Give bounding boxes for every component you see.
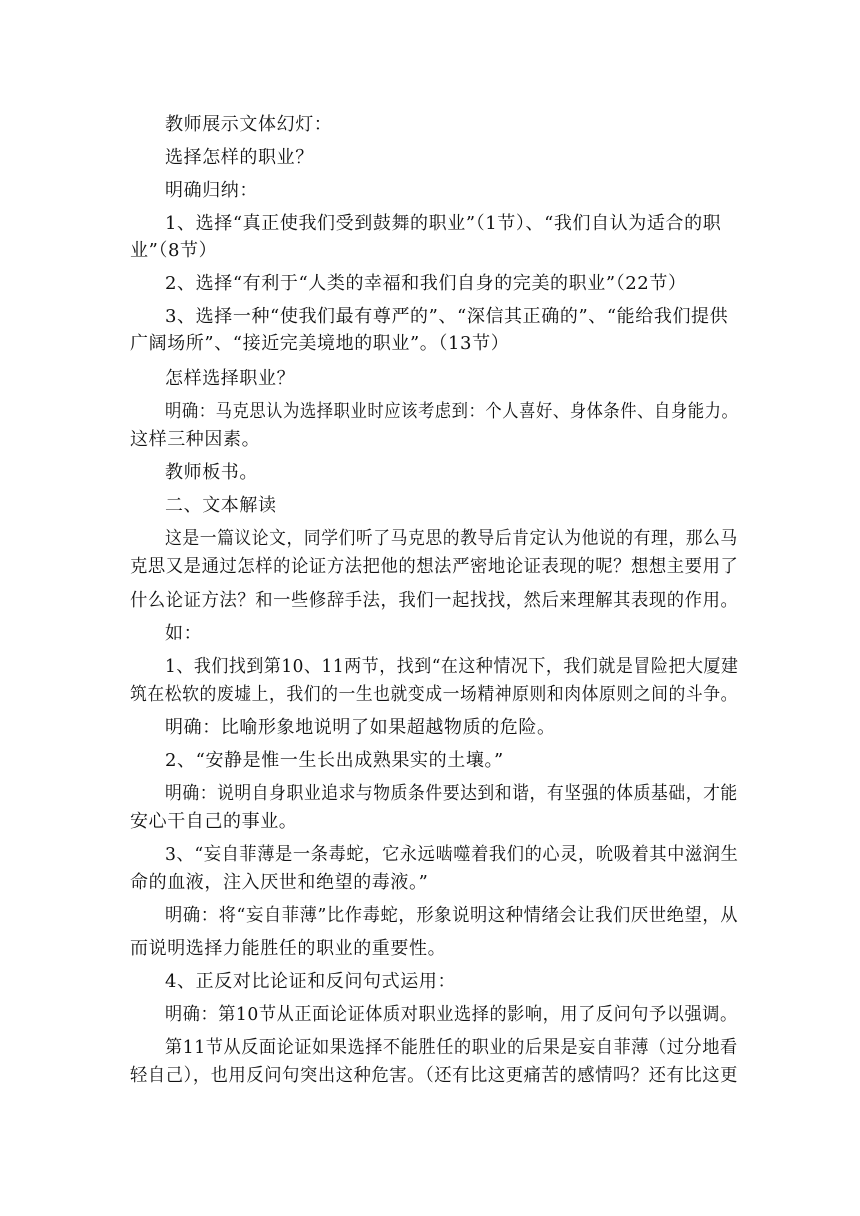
text-line: 明确：马克思认为选择职业时应该考虑到：个人喜好、身体条件、自身能力。 [165, 401, 739, 422]
text-line: 明确：说明自身职业追求与物质条件要达到和谐，有坚强的体质基础，才能 [165, 783, 738, 804]
text-line: 而说明选择力能胜任的职业的重要性。 [130, 938, 447, 959]
text-line: 2、“安静是惟一生长出成熟果实的土壤。” [165, 750, 504, 771]
text-line: 选择怎样的职业？ [165, 147, 314, 168]
text-line: 筑在松软的废墟上，我们的一生也就变成一场精神原则和肉体原则之间的斗争。 [130, 684, 738, 705]
text-line: 明确：第10节从正面论证体质对职业选择的影响，用了反问句予以强调。 [165, 1004, 738, 1025]
text-line: 明确归纳： [165, 180, 258, 201]
text-line: 克思又是通过怎样的论证方法把他的想法严密地论证表现的呢？想想主要用了 [130, 556, 739, 577]
text-line: 明确：比喻形象地说明了如果超越物质的危险。 [165, 717, 556, 738]
text-line: 3、“妄自菲薄是一条毒蛇，它永远啮噬着我们的心灵，吮吸着其中滋润生 [165, 844, 739, 865]
text-line: 明确：将“妄自菲薄”比作毒蛇，形象说明这种情绪会让我们厌世绝望，从 [165, 905, 739, 926]
text-line: 这样三种因素。 [130, 429, 261, 450]
text-line: 什么论证方法？和一些修辞手法，我们一起找找，然后来理解其表现的作用。 [130, 590, 739, 611]
text-line: 广阔场所”、“接近完美境地的职业”。（13节） [130, 333, 510, 354]
text-line: 第11节从反面论证如果选择不能胜任的职业的后果是妄自菲薄（过分地看 [165, 1037, 738, 1058]
text-line: 命的血液，注入厌世和绝望的毒液。” [130, 872, 429, 893]
text-line: 教师板书。 [165, 462, 258, 483]
text-line: 这是一篇议论文，同学们听了马克思的教导后肯定认为他说的有理，那么马 [165, 528, 738, 549]
section-heading: 二、文本解读 [165, 495, 277, 516]
text-line: 1、选择“真正使我们受到鼓舞的职业”（1节）、“我们自认为适合的职 [165, 213, 722, 234]
text-line: 1、我们找到第10、11两节，找到“在这种情况下，我们就是冒险把大厦建 [165, 656, 739, 677]
text-line: 教师展示文体幻灯： [165, 114, 333, 135]
text-line: 3、选择一种“使我们最有尊严的”、“深信其正确的”、“能给我们提供 [165, 306, 729, 327]
text-line: 业”（8节） [130, 240, 218, 261]
text-line: 安心干自己的事业。 [130, 811, 298, 832]
text-line: 2、选择“有利于“人类的幸福和我们自身的完美的职业”（22节） [165, 273, 687, 294]
text-line: 怎样选择职业？ [165, 368, 296, 389]
text-line: 轻自己），也用反问句突出这种危害。（还有比这更痛苦的感情吗？还有比这更 [130, 1065, 738, 1086]
text-line: 如： [165, 623, 203, 644]
text-line: 4、正反对比论证和反问句式运用： [165, 971, 457, 992]
